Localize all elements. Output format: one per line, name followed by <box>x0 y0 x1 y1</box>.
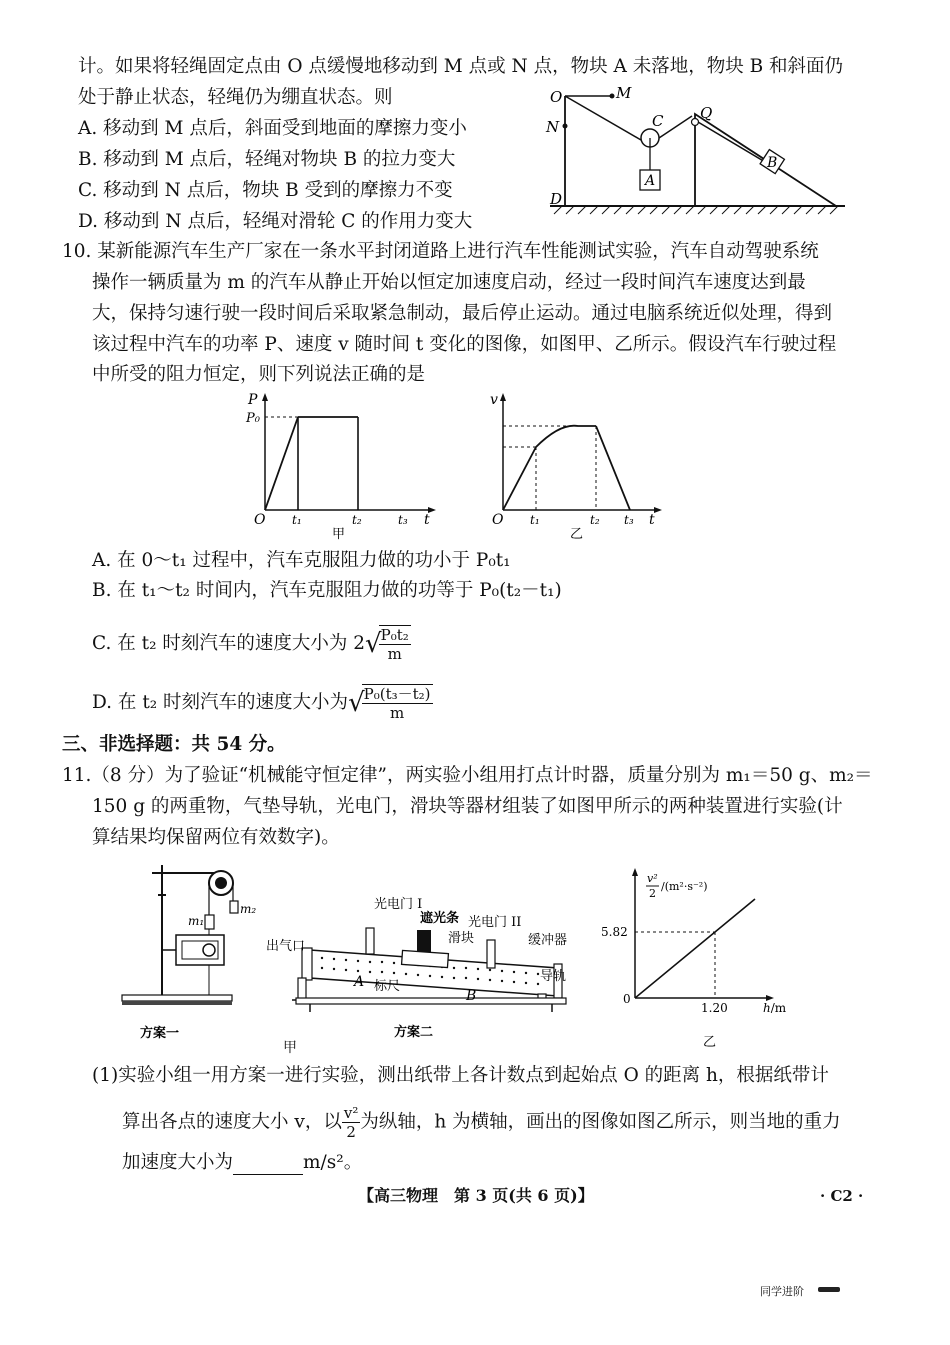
q11-sub1-line3 <box>122 1151 362 1175</box>
q9-option-a: A. 移动到 M 点后，斜面受到地面的摩擦力变小 <box>78 118 467 139</box>
chart-series-line <box>635 899 755 998</box>
chart-ylabel-unit: /(m²·s⁻²) <box>661 880 708 893</box>
yi-t1: t₁ <box>530 513 540 527</box>
jia-t1: t₁ <box>292 513 302 527</box>
q10-option-d: D. 在 t₂ 时刻汽车的速度大小为√ $\frac{\text{P₀(t₃－t₂)}}{m}$ <box>92 685 431 722</box>
scheme-one-caption: 方案一 <box>140 1026 180 1041</box>
q9-stem-line1: 计。如果将轻绳固定点由 O 点缓慢地移动到 M 点或 N 点，物块 A 未落地，物块 B 和斜面仍 <box>78 56 844 77</box>
label-q: Q <box>700 104 713 122</box>
label-o: O <box>550 88 563 106</box>
chart-ylabel-num: v² <box>647 872 658 885</box>
chart-xlabel: h/m <box>763 1001 787 1015</box>
q11-sub1-line3-unit: m/s²。 <box>303 1152 363 1173</box>
q10-line3: 大，保持匀速行驶一段时间后采取紧急制动，最后停止运动。通过电脑系统近似处理，得到 <box>92 303 833 324</box>
q10-line2: 操作一辆质量为 m 的汽车从静止开始以恒定加速度启动，经过一段时间汽车速度达到最 <box>92 272 806 293</box>
q9-option-b: B. 移动到 M 点后，轻绳对物块 B 的拉力变大 <box>78 149 456 170</box>
q11-line1: 11.（8 分）为了验证“机械能守恒定律”，两实验小组用打点计时器，质量分别为 m₁＝50 g、m₂＝ <box>62 765 873 786</box>
jia-axis-t: t <box>424 512 430 528</box>
scheme-two-caption: 方案二 <box>394 1025 434 1040</box>
label-n: N <box>546 118 560 136</box>
chart-origin-label: 0 <box>623 992 631 1006</box>
jia-t3: t₃ <box>398 513 408 527</box>
figure-jia-caption: 甲 <box>283 1040 297 1056</box>
answer-blank[interactable] <box>233 1156 303 1175</box>
label-ruler: 标尺 <box>374 979 401 994</box>
chart-ylabel-den: 2 <box>649 887 656 900</box>
footer-page-info: 【高三物理 第 3 页(共 6 页)】 <box>358 1186 594 1205</box>
label-c: C <box>652 112 664 130</box>
q11-sub1-line1: (1)实验小组一用方案一进行实验，测出纸带上各计数点到起始点 O 的距离 h，根据纸带计 <box>92 1065 829 1086</box>
q10-option-a: A. 在 0～t₁ 过程中，汽车克服阻力做的功小于 P₀t₁ <box>92 550 511 571</box>
q10-option-b: B. 在 t₁～t₂ 时间内，汽车克服阻力做的功等于 P₀(t₂－t₁) <box>92 580 562 601</box>
jia-origin: O <box>254 512 266 528</box>
chart-x-tick: 1.20 <box>701 1001 728 1015</box>
label-m: M <box>616 84 632 102</box>
q10-option-d-text: D. 在 t₂ 时刻汽车的速度大小为 <box>92 692 349 713</box>
label-rail: 导轨 <box>540 969 567 984</box>
label-b: B <box>767 155 778 171</box>
graph-yi-velocity-time <box>478 390 668 540</box>
yi-t3: t₃ <box>624 513 634 527</box>
q11-fraction-den: 2 <box>346 1123 356 1141</box>
q11-sub1-line2-pre: 算出各点的速度大小 v，以 <box>122 1111 342 1133</box>
label-buffer: 缓冲器 <box>528 933 568 948</box>
q10-option-d-numerator: P₀(t₃－t₂) <box>363 685 431 703</box>
label-outlet: 出气口 <box>266 939 306 954</box>
q10-option-d-denominator: m <box>389 704 405 722</box>
q11-sub1-line2-post: 为纵轴，h 为横轴，画出的图像如图乙所示，则当地的重力 <box>360 1111 841 1133</box>
v2-over-2-vs-h-chart <box>595 862 805 1052</box>
scheme-one-apparatus <box>118 855 268 1055</box>
label-point-a: A <box>354 974 365 990</box>
label-gate1: 光电门 I <box>374 897 423 912</box>
corner-watermark: 同学进阶 <box>760 1285 804 1298</box>
q10-option-c-text: C. 在 t₂ 时刻汽车的速度大小为 2 <box>92 633 366 654</box>
q10-line4: 该过程中汽车的功率 P、速度 v 随时间 t 变化的图像，如图甲、乙所示。假设汽车行驶过程 <box>92 334 837 355</box>
q11-line2: 150 g 的两重物，气垫导轨，光电门，滑块等器材组装了如图甲所示的两种装置进行实验(计 <box>92 796 843 817</box>
label-m2: m₂ <box>240 902 257 916</box>
yi-t2: t₂ <box>590 513 600 527</box>
q10-option-c-numerator: P₀t₂ <box>380 626 409 644</box>
yi-caption: 乙 <box>570 527 584 540</box>
section-3-heading: 三、非选择题：共 54 分。 <box>62 734 286 755</box>
label-m1: m₁ <box>188 914 205 928</box>
yi-axis-t: t <box>649 512 655 528</box>
chart-caption: 乙 <box>703 1035 717 1050</box>
q9-option-d: D. 移动到 N 点后，轻绳对滑轮 C 的作用力变大 <box>78 211 473 232</box>
label-a: A <box>645 173 656 189</box>
jia-axis-y: P <box>248 392 258 408</box>
q10-line1: 10. 某新能源汽车生产厂家在一条水平封闭道路上进行汽车性能测试实验，汽车自动驾驶系统 <box>62 241 819 262</box>
chart-y-tick: 5.82 <box>601 925 628 939</box>
q11-sub1-line2 <box>122 1104 841 1141</box>
q9-option-c: C. 移动到 N 点后，物块 B 受到的摩擦力不变 <box>78 180 453 201</box>
q10-option-c-denominator: m <box>387 645 402 663</box>
graph-jia-power-time <box>240 390 440 540</box>
chart-y-arrow <box>632 868 638 876</box>
label-d: D <box>550 190 563 208</box>
q9-incline-figure <box>540 82 850 217</box>
label-point-b: B <box>466 988 477 1004</box>
q11-fraction-num: v² <box>343 1104 359 1122</box>
q9-stem-line2: 处于静止状态，轻绳仍为绷直状态。则 <box>78 87 393 108</box>
yi-origin: O <box>492 512 504 528</box>
scheme-two-air-track <box>262 890 582 1050</box>
corner-mark <box>818 1287 840 1292</box>
footer-code: · C2 · <box>820 1187 864 1205</box>
label-gate2: 光电门 II <box>468 915 522 930</box>
q11-sub1-line3-pre: 加速度大小为 <box>122 1152 234 1173</box>
jia-t2: t₂ <box>352 513 362 527</box>
yi-axis-v: v <box>490 392 498 408</box>
label-strip: 遮光条 <box>420 911 460 926</box>
label-slider: 滑块 <box>448 931 475 946</box>
q11-line3: 算结果均保留两位有效数字)。 <box>92 827 340 848</box>
jia-caption: 甲 <box>332 527 346 540</box>
q10-line5: 中所受的阻力恒定，则下列说法正确的是 <box>92 364 426 385</box>
jia-p0-label: P₀ <box>246 411 260 426</box>
q10-option-c: C. 在 t₂ 时刻汽车的速度大小为 2√ $\frac{\text{P₀t₂}}{m}$ <box>92 626 409 663</box>
